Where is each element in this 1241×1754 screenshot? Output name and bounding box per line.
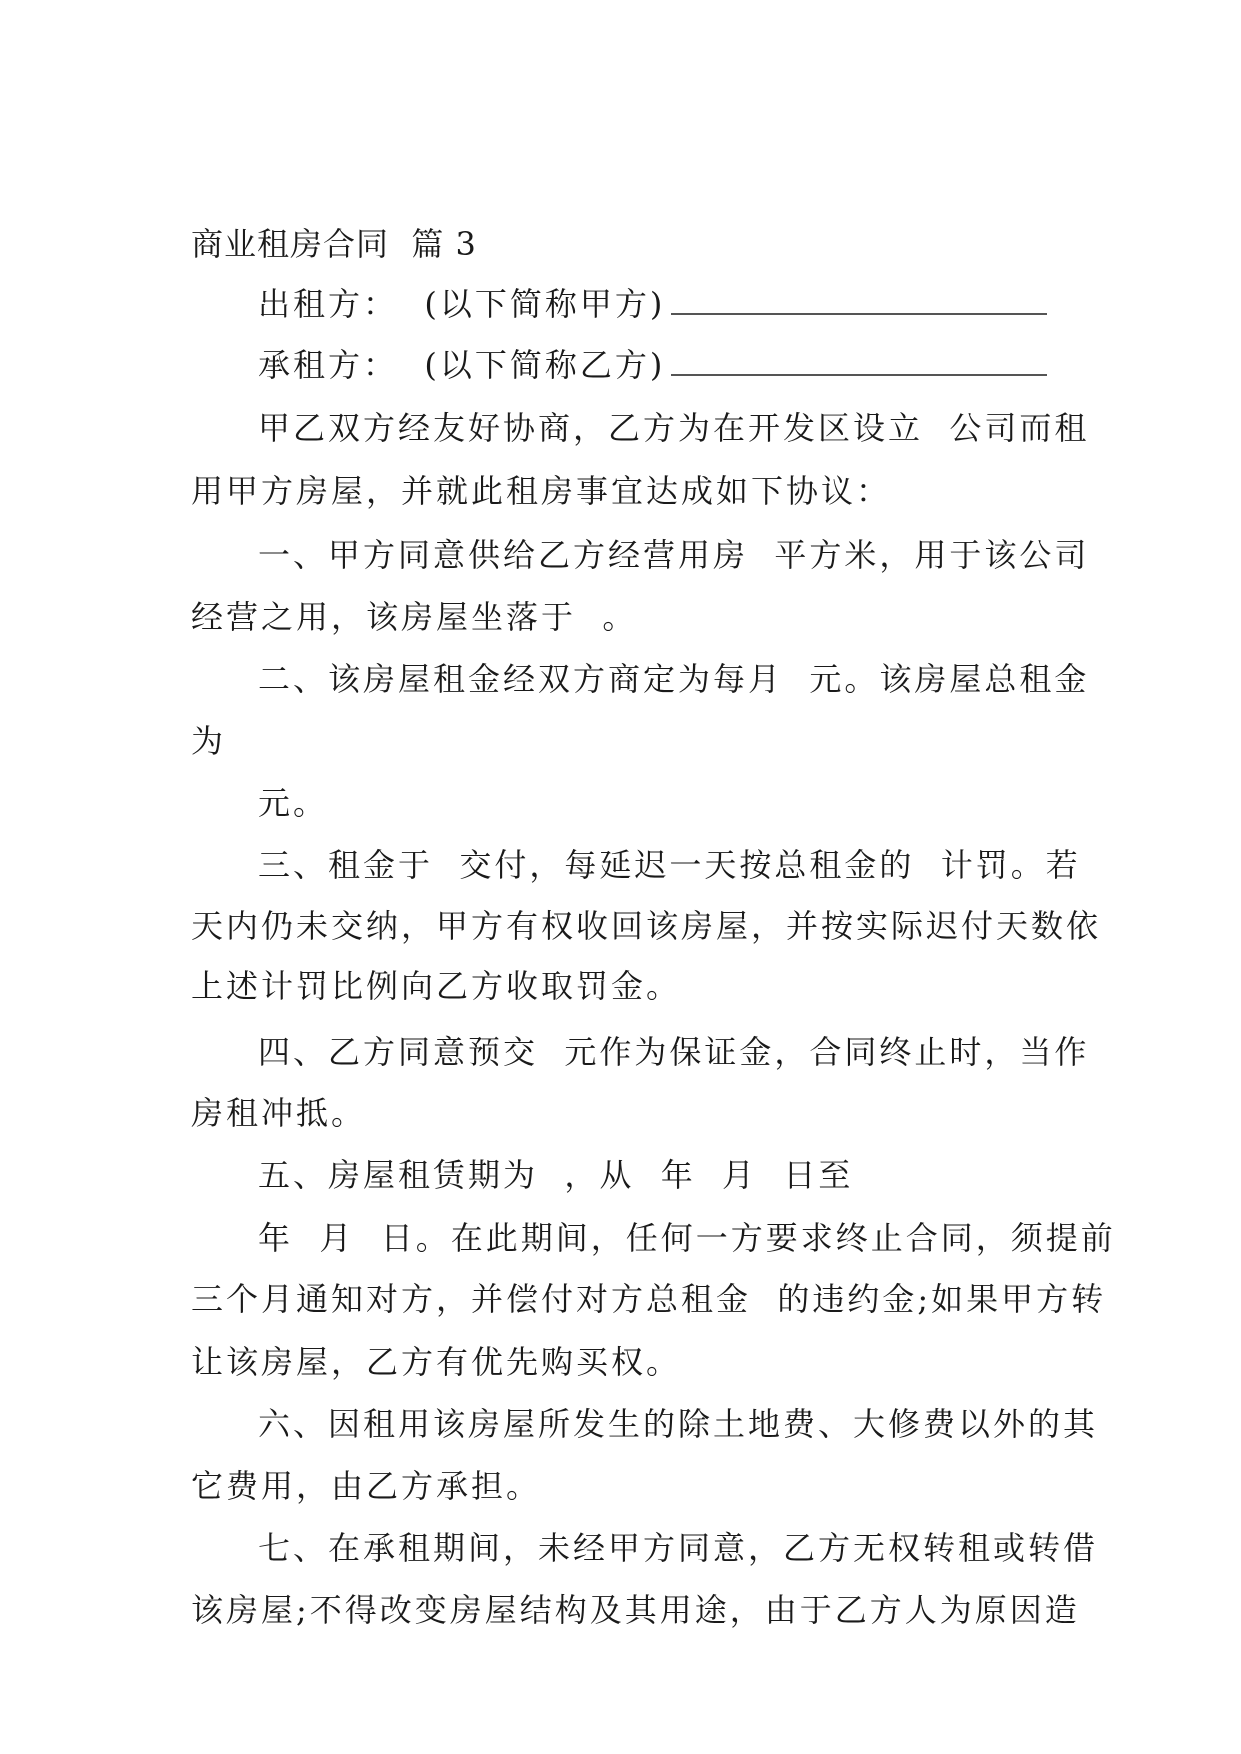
paragraph-line: 它费用，由乙方承担。: [191, 1467, 542, 1505]
paragraph-line: 一、甲方同意供给乙方经营用房 平方米，用于该公司: [258, 536, 1090, 574]
paragraph-line: 二、该房屋租金经双方商定为每月 元。该房屋总租金: [258, 660, 1090, 698]
paragraph-line: 天内仍未交纳，甲方有权收回该房屋，并按实际迟付天数依: [191, 907, 1102, 945]
paragraph-line: 为: [191, 722, 227, 760]
paragraph-line: 甲乙双方经友好协商，乙方为在开发区设立 公司而租: [258, 409, 1090, 447]
lessee-blank: [671, 366, 1047, 376]
paragraph-line: 四、乙方同意预交 元作为保证金，合同终止时，当作: [258, 1033, 1090, 1071]
paragraph-line: 让该房屋，乙方有优先购买权。: [191, 1343, 682, 1381]
paragraph-line: 用甲方房屋，并就此租房事宜达成如下协议：: [191, 472, 892, 510]
paragraph-line: 七、在承租期间，未经甲方同意，乙方无权转租或转借: [258, 1529, 1099, 1567]
lessee-line: 承租方： (以下简称乙方): [258, 345, 1047, 385]
paragraph-line: 上述计罚比例向乙方收取罚金。: [191, 967, 682, 1005]
paragraph-line: 六、因租用该房屋所发生的除土地费、大修费以外的其: [258, 1405, 1099, 1443]
paragraph-line: 三、租金于 交付，每延迟一天按总租金的 计罚。若: [258, 846, 1081, 884]
lessor-line: 出租方： (以下简称甲方): [258, 284, 1047, 324]
paragraph-line: 元。: [258, 784, 329, 822]
paragraph-line: 经营之用，该房屋坐落于 。: [191, 598, 638, 636]
paragraph-line: 三个月通知对方，并偿付对方总租金 的违约金;如果甲方转: [191, 1280, 1107, 1318]
paragraph-line: 该房屋;不得改变房屋结构及其用途，由于乙方人为原因造: [191, 1591, 1080, 1629]
paragraph-line: 五、房屋租赁期为 ，从 年 月 日至: [258, 1156, 854, 1194]
paragraph-line: 年 月 日。在此期间，任何一方要求终止合同，须提前: [258, 1219, 1116, 1257]
document-title: 商业租房合同 篇 3: [191, 225, 477, 263]
lessor-blank: [671, 305, 1047, 315]
paragraph-line: 房租冲抵。: [191, 1094, 367, 1132]
